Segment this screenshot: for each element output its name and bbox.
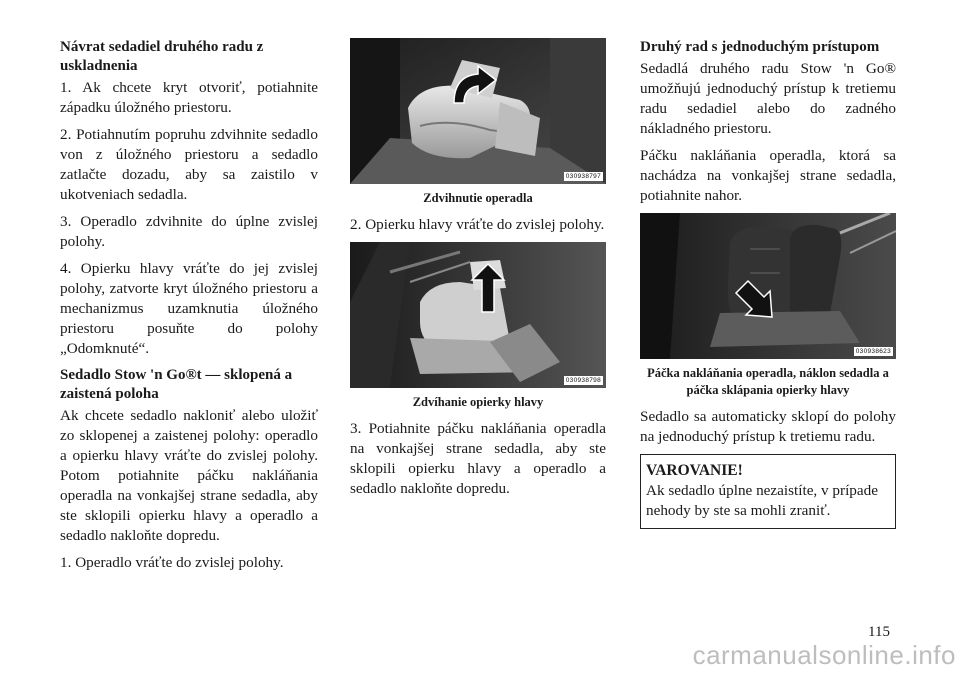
heading-stow-n-go: Sedadlo Stow 'n Go®t — sklopená a zaistená poloha [60, 367, 293, 402]
image-code: 030938798 [565, 377, 601, 384]
paragraph-easy-entry: Sedadlá druhého radu Stow 'n Go® umožňujú jednoduchý prístup k tretiemu radu sedadiel alebo do zadného nákladného priestoru. [640, 60, 896, 137]
step-4: 4. Opierku hlavy vráťte do jej zvislej polohy, zatvorte kryt úložného priestoru a mechanizmus uzamknutia úložného priestoru posuňte do polohy „Odomknuté“. [60, 260, 318, 357]
seat-illustration-2 [350, 242, 606, 388]
paragraph-tilt-instructions: Ak chcete sedadlo nakloniť alebo uložiť zo sklopenej a zaistenej polohy: operadlo a opierku hlavy vráťte do zvislej polohy. Potom potiahnite páčku nakláňania operadla na vonkajšej strane sedadla, aby ste sklopili opierku hlavy a operadlo a sedadlo nakloňte dopredu. [60, 407, 318, 544]
watermark: carmanualsonline.info [692, 640, 956, 670]
step-3: 3. Operadlo zdvihnite do úplne zvislej polohy. [60, 213, 318, 250]
warning-text: Ak sedadlo úplne nezaistíte, v prípade nehody by ste sa mohli zraniť. [646, 482, 878, 519]
photo-recline-lever [640, 213, 896, 359]
warning-title: VAROVANIE! [646, 462, 743, 479]
heading-easy-entry: Druhý rad s jednoduchým prístupom [640, 39, 880, 55]
photo-seatback-raise [350, 38, 606, 184]
column-middle [350, 38, 606, 506]
warning-box [640, 454, 896, 529]
caption-seatback-raise: Zdvihnutie operadla [423, 191, 533, 205]
step-1b: 1. Operadlo vráťte do zvislej polohy. [60, 554, 284, 571]
step-2b: 2. Opierku hlavy vráťte do zvislej polohy. [350, 216, 605, 233]
paragraph-pull-lever: Páčku nakláňania operadla, ktorá sa nachádza na vonkajšej strane sedadla, potiahnite nahor. [640, 147, 896, 204]
image-code: 030938797 [565, 173, 601, 180]
paragraph-auto-tilt: Sedadlo sa automaticky sklopí do polohy na jednoduchý prístup k tretiemu radu. [640, 408, 896, 445]
page-number: 115 [868, 624, 890, 640]
caption-headrest-raise: Zdvíhanie opierky hlavy [412, 395, 544, 409]
seat-illustration-1 [350, 38, 606, 184]
step-3b: 3. Potiahnite páčku nakláňania operadla na vonkajšej strane sedadla, aby ste sklopili opierku hlavy a operadlo a sedadlo nakloňte dopredu. [350, 420, 606, 497]
seat-illustration-3 [640, 213, 896, 359]
photo-headrest-raise [350, 242, 606, 388]
caption-recline-lever: Páčka nakláňania operadla, náklon sedadla a páčka sklápania opierky hlavy [647, 366, 889, 397]
step-2: 2. Potiahnutím popruhu zdvihnite sedadlo von z úložného priestoru a sedadlo zatlačte dozadu, aby sa zaistilo v ukotveniach sedadla. [60, 126, 318, 203]
heading-return-seats: Návrat sedadiel druhého radu z uskladnenia [60, 39, 264, 74]
step-1: 1. Ak chcete kryt otvoriť, potiahnite západku úložného priestoru. [60, 79, 318, 116]
column-right [640, 38, 896, 529]
image-code: 030938623 [855, 348, 891, 355]
column-left [60, 38, 318, 580]
